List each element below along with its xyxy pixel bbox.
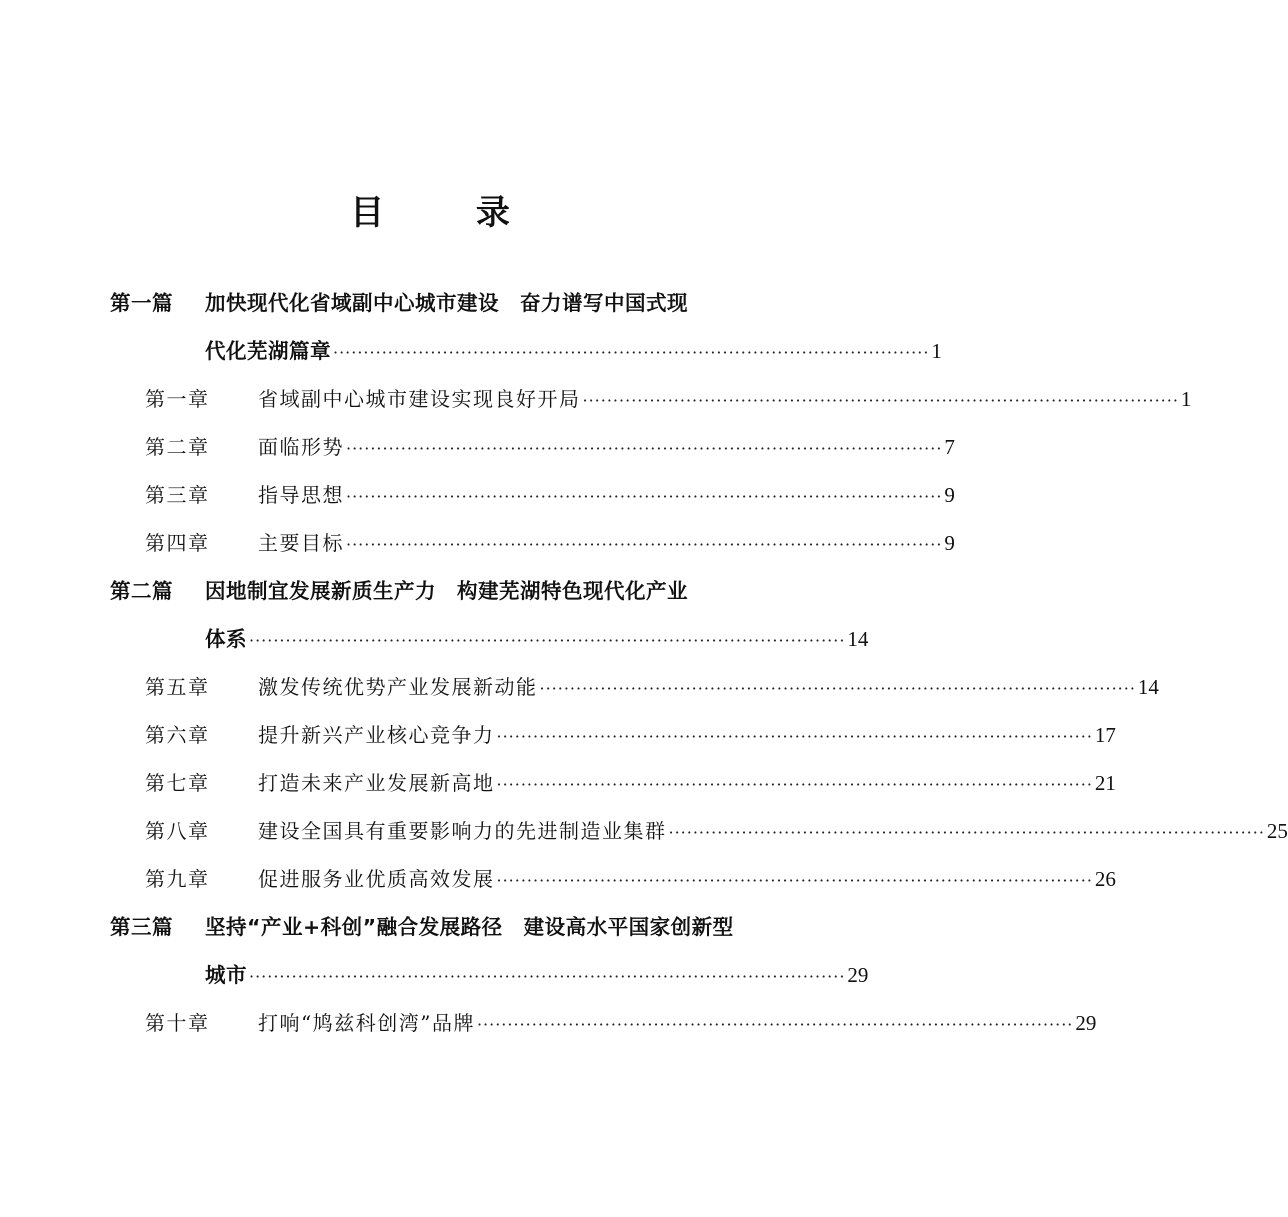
chapter-title-row (258, 672, 1159, 704)
leader-dots: ·································································································· (346, 439, 943, 458)
toc-chapter-entry[interactable] (0, 1008, 1097, 1038)
page-number: 1 (1180, 387, 1192, 411)
toc-chapter-entry[interactable] (0, 672, 1159, 702)
page-number: 14 (1137, 675, 1159, 699)
chapter-label: 第七章 (145, 771, 210, 795)
chapter-title: 激发传统优势产业发展新动能 (258, 675, 538, 699)
page-number: 7 (944, 435, 955, 459)
page-number: 1 (931, 339, 942, 363)
leader-dots: ·································································································· (668, 823, 1265, 842)
chapter-title-row (258, 432, 955, 464)
leader-dots: ·································································································· (346, 535, 943, 554)
leader-dots: ·································································································· (346, 487, 943, 506)
chapter-title: 建设全国具有重要影响力的先进制造业集群 (258, 819, 667, 843)
toc-chapter-entry[interactable] (0, 768, 1116, 798)
part-title-continued: 城市 (205, 963, 247, 987)
part-title-line1: 坚持“产业+科创”融合发展路径 建设高水平国家创新型 (205, 915, 734, 939)
chapter-title: 促进服务业优质高效发展 (258, 867, 495, 891)
page-number: 29 (847, 963, 869, 987)
part-title-continued: 代化芜湖篇章 (205, 339, 331, 363)
part-title-continued: 体系 (205, 627, 247, 651)
part-label: 第二篇 (110, 579, 173, 603)
part-title-line1: 加快现代化省域副中心城市建设 奋力谱写中国式现 (205, 291, 688, 315)
chapter-title-row (258, 1008, 1097, 1040)
chapter-title-row (258, 384, 1192, 416)
chapter-label: 第六章 (145, 723, 210, 747)
page-number: 29 (1075, 1011, 1097, 1035)
leader-dots: ·································································································· (496, 871, 1093, 890)
chapter-label: 第九章 (145, 867, 210, 891)
part-title-line1: 因地制宜发展新质生产力 构建芜湖特色现代化产业 (205, 579, 688, 603)
chapter-title: 省域副中心城市建设实现良好开局 (258, 387, 581, 411)
toc-part-entry[interactable] (0, 576, 869, 652)
chapter-label: 第三章 (145, 483, 210, 507)
toc-chapter-entry[interactable] (0, 384, 1192, 414)
leader-dots: ·································································································· (333, 343, 930, 362)
leader-dots: ·································································································· (249, 967, 846, 986)
toc-chapter-entry[interactable] (0, 720, 1116, 750)
chapter-label: 第四章 (145, 531, 210, 555)
page-number: 21 (1094, 771, 1116, 795)
toc-chapter-entry[interactable] (0, 864, 1116, 894)
chapter-title-row (258, 720, 1116, 752)
page-title: 目 录 (350, 193, 550, 233)
chapter-title: 指导思想 (258, 483, 344, 507)
part-title-line2 (205, 960, 869, 992)
chapter-label: 第一章 (145, 387, 210, 411)
page-number: 26 (1094, 867, 1116, 891)
part-title-line2 (205, 624, 869, 656)
chapter-label: 第八章 (145, 819, 210, 843)
chapter-title: 打造未来产业发展新高地 (258, 771, 495, 795)
part-title-line2 (205, 336, 942, 368)
leader-dots: ·································································································· (539, 679, 1136, 698)
chapter-title: 提升新兴产业核心竞争力 (258, 723, 495, 747)
chapter-label: 第五章 (145, 675, 210, 699)
leader-dots: ·································································································· (476, 1015, 1074, 1034)
toc-chapter-entry[interactable] (0, 528, 955, 558)
chapter-title: 面临形势 (258, 435, 344, 459)
chapter-title-row (258, 864, 1116, 896)
toc-part-entry[interactable] (0, 912, 869, 988)
chapter-title: 打响“鸠兹科创湾”品牌 (258, 1011, 475, 1035)
leader-dots: ·································································································· (249, 631, 846, 650)
page-number: 17 (1094, 723, 1116, 747)
part-label: 第一篇 (110, 291, 173, 315)
page-number: 9 (944, 531, 955, 555)
leader-dots: ·································································································· (496, 775, 1093, 794)
part-label: 第三篇 (110, 915, 173, 939)
chapter-label: 第十章 (145, 1011, 210, 1035)
page-number: 14 (847, 627, 869, 651)
toc-chapter-entry[interactable] (0, 432, 955, 462)
chapter-title-row (258, 528, 955, 560)
page-number: 9 (944, 483, 955, 507)
chapter-label: 第二章 (145, 435, 210, 459)
toc-chapter-entry[interactable] (0, 816, 1288, 846)
chapter-title-row (258, 816, 1288, 848)
chapter-title: 主要目标 (258, 531, 344, 555)
leader-dots: ·································································································· (496, 727, 1093, 746)
leader-dots: ·································································································· (582, 391, 1179, 410)
toc-part-entry[interactable] (0, 288, 942, 364)
toc-chapter-entry[interactable] (0, 480, 955, 510)
chapter-title-row (258, 480, 955, 512)
page-number: 25 (1266, 819, 1288, 843)
chapter-title-row (258, 768, 1116, 800)
